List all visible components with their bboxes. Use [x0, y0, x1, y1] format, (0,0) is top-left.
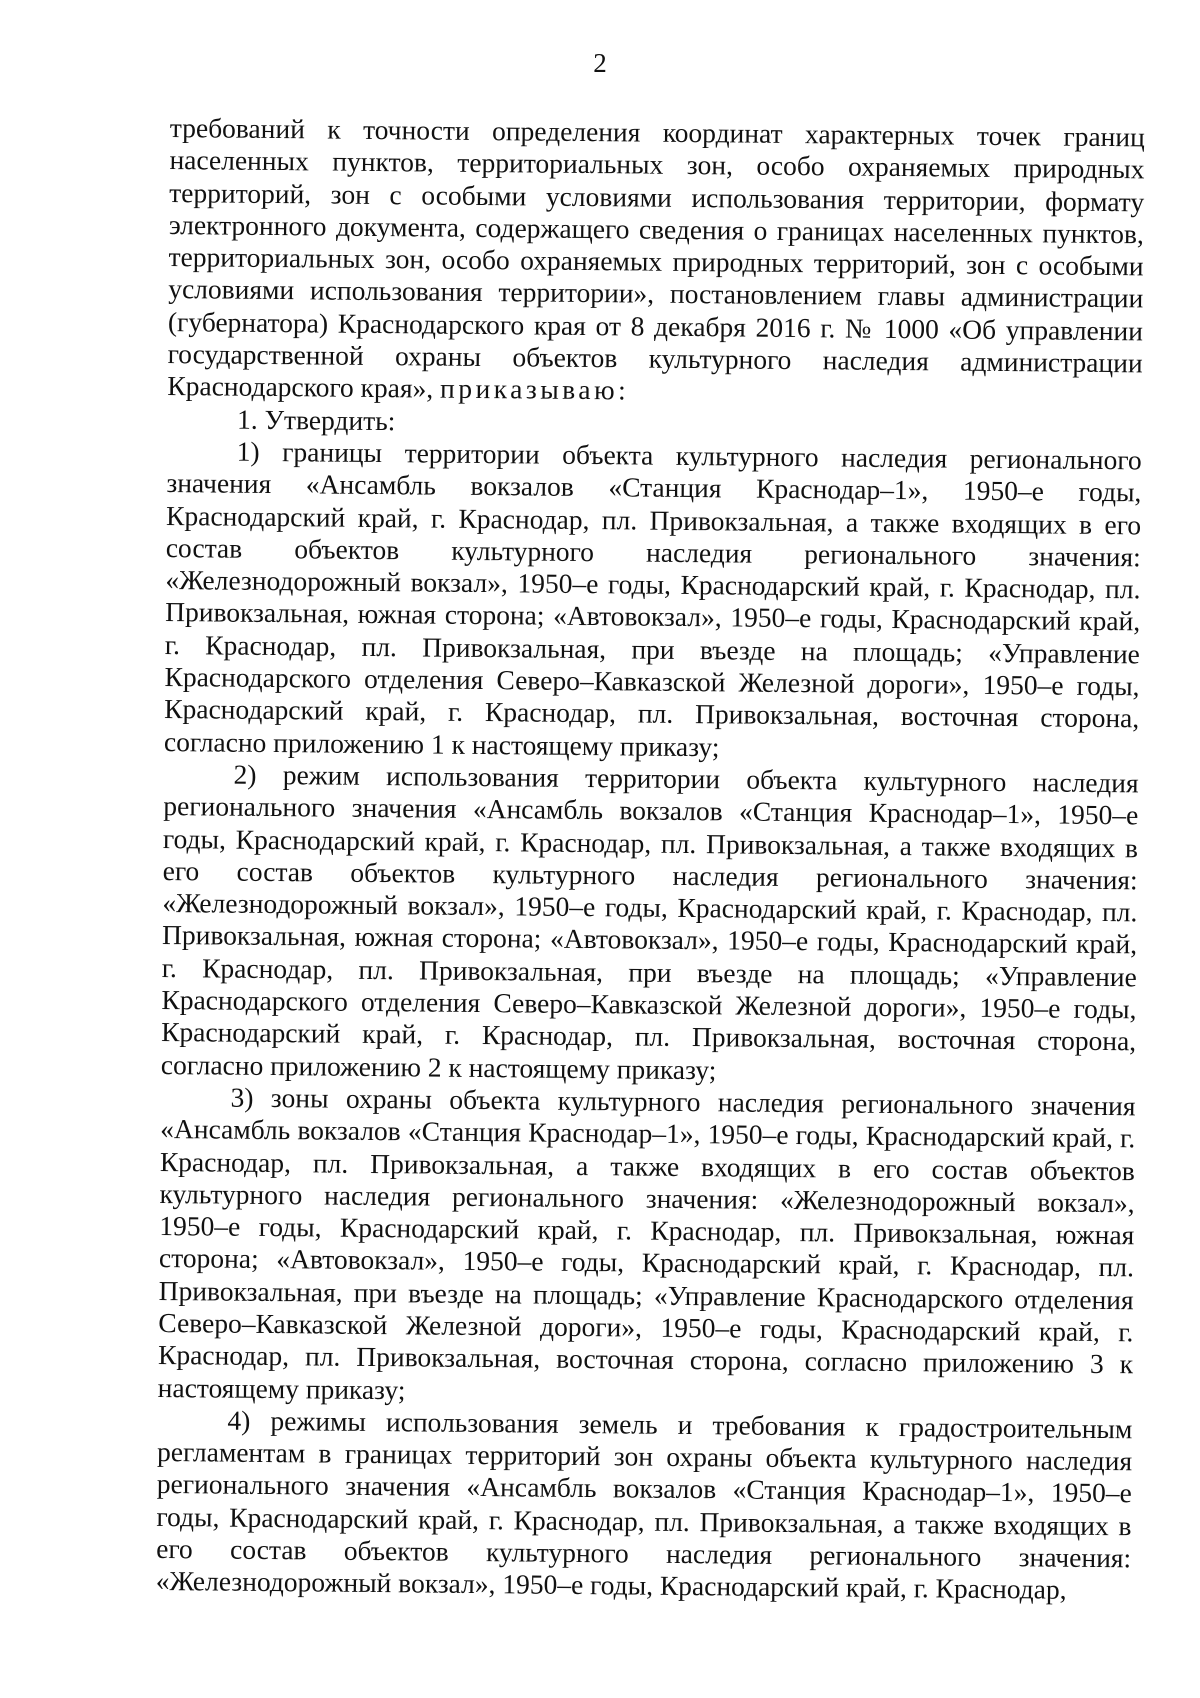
- intro-text: требований к точности определения координат характерных точек границ населенных пунктов, территориальных зон, особо охраняемых природных территорий, зон с особыми условиями использования территории, формату электронного документа, содержащего сведения о границах населенных пунктов, территориальных зон, особо охраняемых природных территорий, зон с особыми условиями использования территории», постановлением главы администрации (губернатора) Краснодарского края от 8 декабря 2016 г. № 1000 «Об управлении государственной охраны объектов культурного наследия администрации Краснодарского края»,: [167, 112, 1145, 404]
- item-2-paragraph: 2) режим использования территории объекта культурного наследия регионального значения «Ансамбль вокзалов «Станция Краснодар–1», 1950–е годы, Краснодарский край, г. Краснодар, пл. Привокзальная, а также входящих в его состав объектов культурного наследия регионального значения: «Железнодорожный вокзал», 1950–е годы, Краснодарский край, г. Краснодар, пл. Привокзальная, южная сторона; «Автовокзал», 1950–е годы, Краснодарский край, г. Краснодар, пл. Привокзальная, при въезде на площадь; «Управление Краснодарского отделения Северо–Кавказской Железной дороги», 1950–е годы, Краснодарский край, г. Краснодар, пл. Привокзальная, восточная сторона, согласно приложению 2 к настоящему приказу;: [160, 758, 1139, 1085]
- item-4-paragraph: 4) режимы использования земель и требования к градостроительным регламентам в границах территорий зон охраны объекта культурного наследия регионального значения «Ансамбль вокзалов «Станция Краснодар–1», 1950–е годы, Краснодарский край, г. Краснодар, пл. Привокзальная, а также входящих в его состав объектов культурного наследия регионального значения: «Железнодорожный вокзал», 1950–е годы, Краснодарский край, г. Краснодар,: [155, 1404, 1133, 1606]
- intro-paragraph: [167, 112, 1145, 412]
- document-body: [156, 112, 1145, 1607]
- item-1-paragraph: 1) границы территории объекта культурного наследия регионального значения «Ансамбль вокзалов «Станция Краснодар–1», 1950–е годы, Краснодарский край, г. Краснодар, пл. Привокзальная, а также входящих в его состав объектов культурного наследия регионального значения: «Железнодорожный вокзал», 1950–е годы, Краснодарский край, г. Краснодар, пл. Привокзальная, южная сторона; «Автовокзал», 1950–е годы, Краснодарский край, г. Краснодар, пл. Привокзальная, при въезде на площадь; «Управление Краснодарского отделения Северо–Кавказской Железной дороги», 1950–е годы, Краснодарский край, г. Краснодар, пл. Привокзальная, восточная сторона, согласно приложению 1 к настоящему приказу;: [163, 435, 1142, 762]
- item-3-paragraph: 3) зоны охраны объекта культурного наследия регионального значения «Ансамбль вокзалов «Станция Краснодар–1», 1950–е годы, Краснодарский край, г. Краснодар, пл. Привокзальная, а также входящих в его состав объектов культурного наследия регионального значения: «Железнодорожный вокзал», 1950–е годы, Краснодарский край, г. Краснодар, пл. Привокзальная, южная сторона; «Автовокзал», 1950–е годы, Краснодарский край, г. Краснодар, пл. Привокзальная, при въезде на площадь; «Управление Краснодарского отделения Северо–Кавказской Железной дороги», 1950–е годы, Краснодарский край, г. Краснодар, пл. Привокзальная, восточная сторона, согласно приложению 3 к настоящему приказу;: [157, 1081, 1136, 1405]
- clause-1-heading: 1. Утвердить:: [236, 403, 396, 436]
- page-number: 2: [593, 48, 607, 78]
- order-word: приказываю:: [439, 372, 630, 406]
